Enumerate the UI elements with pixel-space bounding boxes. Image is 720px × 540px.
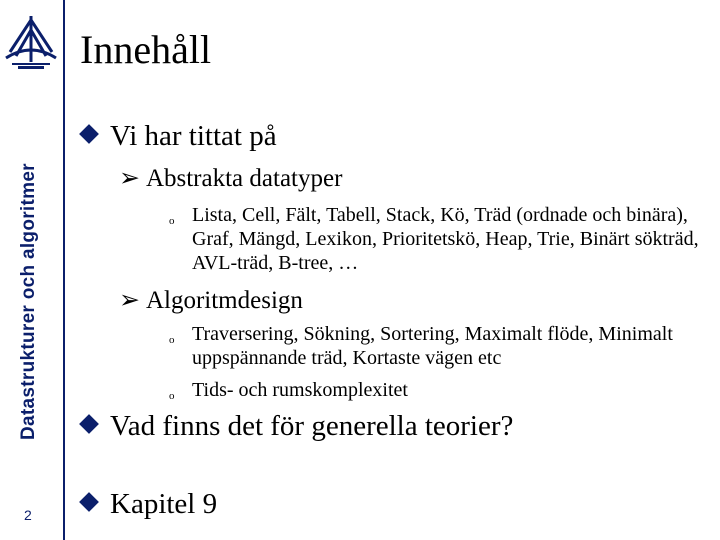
bullet-level1 <box>82 410 513 443</box>
bullet-text: Traversering, Sökning, Sortering, Maximalt flöde, Minimalt uppspännande träd, Kortaste vägen etc <box>192 323 673 369</box>
bullet-level2 <box>119 285 303 315</box>
bullet-text: Abstrakta datatyper <box>145 165 343 192</box>
bullet-text: Kapitel 9 <box>110 488 218 520</box>
university-logo-icon <box>2 12 60 72</box>
bullet-level1 <box>82 488 217 521</box>
ring-bullet-icon: o <box>169 334 175 346</box>
arrow-bullet-icon: ➢ <box>119 287 140 314</box>
course-title: Datastrukturer och algoritmer <box>18 163 39 440</box>
bullet-level3 <box>170 203 715 275</box>
bullet-level3 <box>170 322 715 370</box>
ring-bullet-icon: o <box>169 390 175 402</box>
page-number: 2 <box>24 507 32 523</box>
sidebar-divider <box>63 0 65 540</box>
bullet-level2 <box>119 163 342 193</box>
ring-bullet-icon: o <box>169 215 175 227</box>
sidebar <box>0 0 64 540</box>
bullet-text: Vad finns det för generella teorier? <box>110 410 514 442</box>
bullet-level3 <box>170 378 715 402</box>
bullet-text: Lista, Cell, Fält, Tabell, Stack, Kö, Träd (ordnade och binära), Graf, Mängd, Lexikon, Prioritetskö, Heap, Trie, Binärt sökträd, AVL-träd, B-tree, … <box>192 204 699 274</box>
bullet-level1 <box>82 120 277 153</box>
bullet-text: Tids- och rumskomplexitet <box>192 379 408 401</box>
diamond-bullet-icon <box>79 492 99 512</box>
arrow-bullet-icon: ➢ <box>119 165 140 192</box>
diamond-bullet-icon <box>79 124 99 144</box>
bullet-text: Vi har tittat på <box>110 120 277 152</box>
slide-title: Innehåll <box>80 27 212 72</box>
bullet-text: Algoritmdesign <box>145 287 303 314</box>
diamond-bullet-icon <box>79 414 99 434</box>
